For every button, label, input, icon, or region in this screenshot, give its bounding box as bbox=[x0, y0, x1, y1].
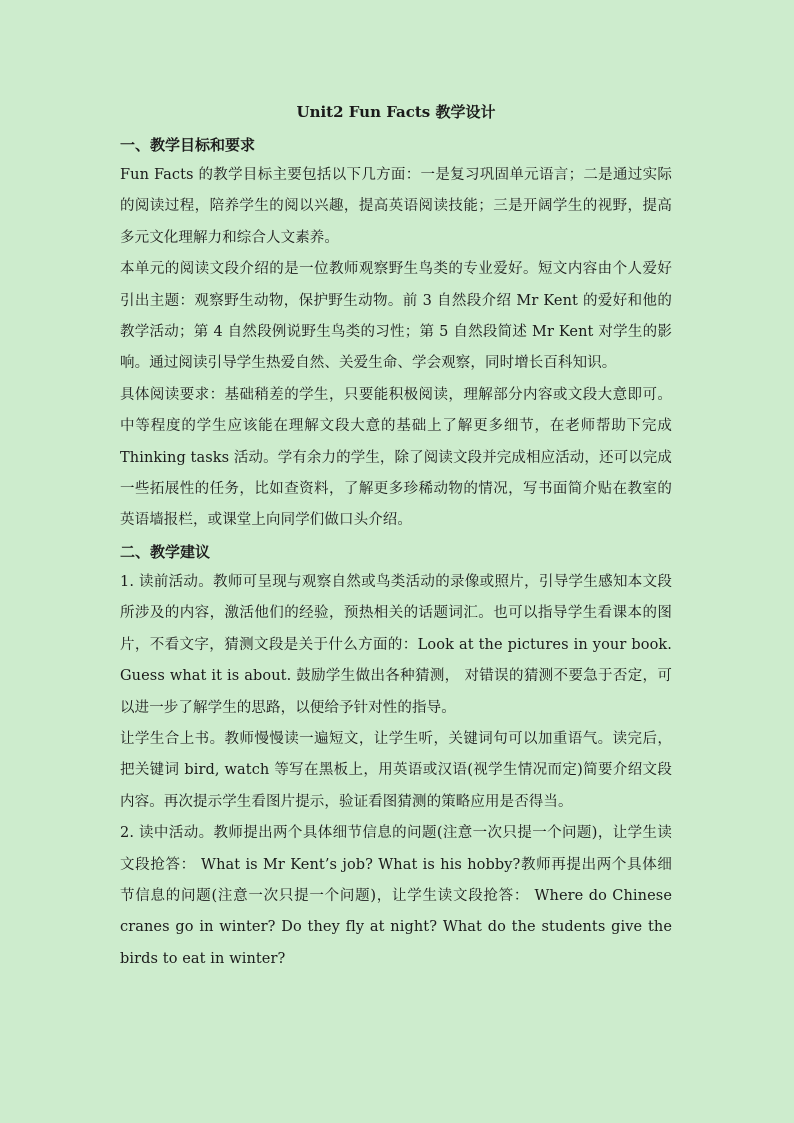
section-heading-suggestions: 二、教学建议 bbox=[120, 542, 211, 561]
paragraph: 1. 读前活动。教师可呈现与观察自然或鸟类活动的录像或照片，引导学生感知本文段所涉及的内容，激活他们的经验，预热相关的话题词汇。也可以指导学生看课本的图片，不看文字，猜测文段是关于什么方面的：Look at the pictures in your book. Guess what it is about. 鼓励学生做出各种猜测， 对错误的猜测不要急于否定，可以进一步了解学生的思路，以便给予针对性的指导。 bbox=[120, 573, 672, 716]
paragraph: 具体阅读要求：基础稍差的学生，只要能积极阅读，理解部分内容或文段大意即可。中等程度的学生应该能在理解文段大意的基础上了解更多细节，在老师帮助下完成 Thinking tasks 活动。学有余力的学生，除了阅读文段并完成相应活动，还可以完成一些拓展性的任务，比如查资料，了解更多珍稀动物的情况，写书面简介贴在教室的英语墙报栏，或课堂上向同学们做口头介绍。 bbox=[120, 386, 672, 529]
paragraph: Fun Facts 的教学目标主要包括以下几方面：一是复习巩固单元语言；二是通过实际的阅读过程，陪养学生的阅以兴趣，提高英语阅读技能；三是开阔学生的视野，提高多元文化理解力和综合人文素养。 bbox=[120, 167, 672, 246]
document-title: Unit2 Fun Facts 教学设计 bbox=[296, 103, 496, 121]
paragraph: 让学生合上书。教师慢慢读一遍短文，让学生听，关键词句可以加重语气。读完后，把关键词 bird, watch 等写在黑板上，用英语或汉语(视学生情况而定)简要介绍文段内容。再次提示学生看图片提示，验证看图猜测的策略应用是否得当。 bbox=[120, 730, 672, 810]
paragraph: 本单元的阅读文段介绍的是一位教师观察野生鸟类的专业爱好。短文内容由个人爱好引出主题：观察野生动物，保护野生动物。前 3 自然段介绍 Mr Kent 的爱好和他的教学活动；第 4 自然段例说野生鸟类的习性；第 5 自然段简述 Mr Kent 对学生的影响。通过阅读引导学生热爱自然、关爱生命、学会观察，同时增长百科知识。 bbox=[120, 261, 672, 372]
paragraph: 2. 读中活动。教师提出两个具体细节信息的问题(注意一次只提一个问题)，让学生读文段抢答： What is Mr Kent’s job? What is his hobby?教师再提出两个具体细节信息的问题(注意一次只提一个问题)，让学生读文段抢答： Where do Chinese cranes go in winter? Do they fly at night? What do the students give the birds to eat in winter? bbox=[120, 825, 672, 967]
section-heading-goals: 一、教学目标和要求 bbox=[120, 136, 256, 154]
document-page bbox=[120, 98, 672, 975]
